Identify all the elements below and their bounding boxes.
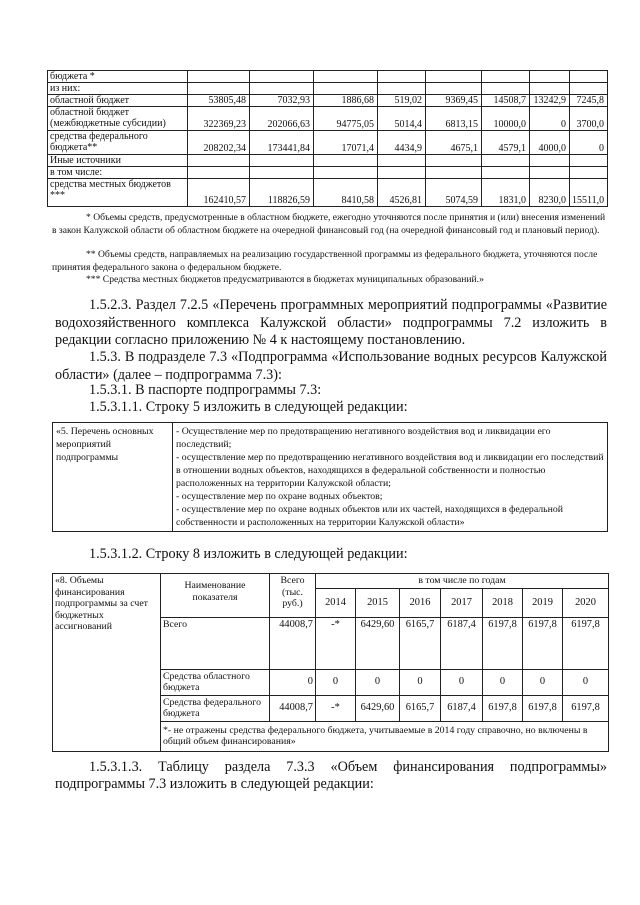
cell-value [482,155,530,167]
cell-value: 322369,23 [188,107,250,131]
row5-item: - осуществление мер по предотвращению негативного воздействия вод и ликвидации его последствий в отношении водных объектов, находящихся в федеральной собственности и полностью расположенных на территории Калужской области; [176,452,604,489]
cell-value [314,71,378,83]
cell-value [378,155,426,167]
funding-note: *- не отражены средства федерального бюджета, учитываемые в 2014 году справочно, но включены в общий объем финансирования» [161,721,609,751]
cell-value: 173441,84 [250,131,314,155]
cell-value [250,155,314,167]
row-label: областной бюджет (межбюджетные субсидии) [48,107,188,131]
cell-value: 5014,4 [378,107,426,131]
cell-value [378,167,426,179]
cell-value: 94775,05 [314,107,378,131]
table-row [48,83,608,95]
paragraph-1-5-3-1: 1.5.3.1. В паспорте подпрограммы 7.3: [89,382,322,398]
footnote-1: * Объемы средств, предусмотренные в областном бюджете, ежегодно уточняются после принятия и (или) внесения изменений в закон Калужской области об областном бюджете на очередной финансовый год (на очередной финансовый год и плановый период). [52,212,606,236]
row5-label: «5. Перечень основных мероприятий подпрограммы [53,423,173,532]
year-value: 6197,8 [563,617,609,669]
cell-value [314,83,378,95]
cell-value [426,155,482,167]
cell-value [570,71,608,83]
cell-value [188,71,250,83]
year-value: 6429,60 [356,617,400,669]
passport-row-5-table [52,422,608,532]
cell-value: 519,02 [378,95,426,107]
head-total: Всего (тыс. руб.) [270,574,316,618]
year-value: 6429,60 [356,695,400,721]
cell-value: 208202,34 [188,131,250,155]
cell-value: 0 [570,131,608,155]
cell-value: 4434,9 [378,131,426,155]
cell-value: 3700,0 [570,107,608,131]
cell-value [188,155,250,167]
cell-value: 202066,63 [250,107,314,131]
cell-value: 7245,8 [570,95,608,107]
year-header: 2015 [356,588,400,617]
cell-value: 6813,15 [426,107,482,131]
table-row [48,155,608,167]
cell-value [482,167,530,179]
cell-value [250,167,314,179]
passport-row-8-table [52,573,609,752]
cell-value: 1831,0 [482,179,530,207]
cell-value: 0 [530,107,570,131]
year-value: 0 [523,669,563,695]
year-value: 6197,8 [483,695,523,721]
table-row [48,107,608,131]
paragraph-1-5-3-1-3-cont: подпрограммы 7.3 изложить в следующей редакции: [55,776,374,792]
cell-value: 4526,81 [378,179,426,207]
indicator-total: 44008,7 [270,695,316,721]
row-label: средства федерального бюджета** [48,131,188,155]
financing-table-continued [47,70,608,207]
cell-value: 5074,59 [426,179,482,207]
cell-value [250,71,314,83]
year-header: 2017 [441,588,483,617]
cell-value: 13242,9 [530,95,570,107]
year-value: 6197,8 [523,695,563,721]
row8-label: «8. Объемы финансирования подпрограммы за счет бюджетных ассигнований [53,574,161,752]
footnote-3: *** Средства местных бюджетов предусматриваются в бюджетах муниципальных образований.» [86,274,484,285]
row-label: из них: [48,83,188,95]
cell-value: 53805,48 [188,95,250,107]
cell-value: 10000,0 [482,107,530,131]
cell-value: 9369,45 [426,95,482,107]
table-row [48,179,608,207]
row5-items [173,423,608,532]
year-header: 2016 [400,588,441,617]
year-value: 0 [356,669,400,695]
year-value: 6165,7 [400,695,441,721]
year-header: 2020 [563,588,609,617]
year-header: 2014 [316,588,356,617]
year-value: 0 [563,669,609,695]
year-value: 6187,4 [441,695,483,721]
year-value: 6197,8 [563,695,609,721]
paragraph-1-5-2-3: 1.5.2.3. Раздел 7.2.5 «Перечень программных мероприятий подпрограммы «Развитие водохозяйственного комплекса Калужской области» подпрограммы 7.2 изложить в редакции согласно приложению № 4 к настоящему постановлению. [55,297,607,348]
cell-value: 4579,1 [482,131,530,155]
cell-value [250,83,314,95]
cell-value: 162410,57 [188,179,250,207]
cell-value [570,155,608,167]
cell-value [188,83,250,95]
table-row [48,131,608,155]
row5-item: - Осуществление мер по предотвращению негативного воздействия вод и ликвидации его последствий; [176,426,551,450]
row-label: в том числе: [48,167,188,179]
cell-value [530,155,570,167]
year-value: 6197,8 [483,617,523,669]
cell-value [530,71,570,83]
table-row [48,71,608,83]
cell-value: 1886,68 [314,95,378,107]
head-indicator-name: Наименование показателя [161,574,270,618]
table-row [48,167,608,179]
indicator-total: 44008,7 [270,617,316,669]
row-label: Иные источники [48,155,188,167]
row5-item: - осуществление мер по охране водных объектов или их частей, находящихся в федеральной собственности и расположенных на территории Калужской области» [176,504,564,528]
year-value: 0 [316,669,356,695]
head-years-caption: в том числе по годам [316,574,609,589]
paragraph-1-5-3-1-1: 1.5.3.1.1. Строку 5 изложить в следующей редакции: [89,399,408,415]
cell-value: 8230,0 [530,179,570,207]
year-value: 6197,8 [523,617,563,669]
cell-value [482,71,530,83]
cell-value: 15511,0 [570,179,608,207]
paragraph-1-5-3-1-2: 1.5.3.1.2. Строку 8 изложить в следующей редакции: [89,546,408,562]
year-value: 0 [400,669,441,695]
cell-value: 17071,4 [314,131,378,155]
year-value: 0 [483,669,523,695]
table-row [48,95,608,107]
cell-value [378,71,426,83]
cell-value: 8410,58 [314,179,378,207]
indicator-name: Всего [161,617,270,669]
cell-value [570,83,608,95]
cell-value [314,167,378,179]
row-label: бюджета * [48,71,188,83]
year-value: 6187,4 [441,617,483,669]
cell-value [530,83,570,95]
cell-value: 4675,1 [426,131,482,155]
year-header: 2018 [483,588,523,617]
year-value: 6165,7 [400,617,441,669]
cell-value [426,167,482,179]
cell-value: 118826,59 [250,179,314,207]
paragraph-1-5-3: 1.5.3. В подразделе 7.3 «Подпрограмма «Использование водных ресурсов Калужской области» (далее – подпрограмма 7.3): [55,349,607,383]
cell-value [378,83,426,95]
cell-value [188,167,250,179]
year-value: -* [316,695,356,721]
indicator-name: Средства федерального бюджета [161,695,270,721]
row-label: областной бюджет [48,95,188,107]
cell-value [426,71,482,83]
cell-value [530,167,570,179]
cell-value [482,83,530,95]
cell-value: 7032,93 [250,95,314,107]
cell-value [426,83,482,95]
year-value: -* [316,617,356,669]
row-label: средства местных бюджетов *** [48,179,188,207]
footnote-2: ** Объемы средств, направляемых на реализацию государственной программы из федерального бюджета, уточняются после принятия федерального закона о федеральном бюджете. [52,249,598,273]
paragraph-1-5-3-1-3: 1.5.3.1.3. Таблицу раздела 7.3.3 «Объем финансирования подпрограммы» [89,759,607,775]
cell-value: 4000,0 [530,131,570,155]
cell-value [314,155,378,167]
indicator-total: 0 [270,669,316,695]
year-value: 0 [441,669,483,695]
cell-value: 14508,7 [482,95,530,107]
cell-value [570,167,608,179]
indicator-name: Средства областного бюджета [161,669,270,695]
row5-item: - осуществление мер по охране водных объектов; [176,491,383,502]
year-header: 2019 [523,588,563,617]
